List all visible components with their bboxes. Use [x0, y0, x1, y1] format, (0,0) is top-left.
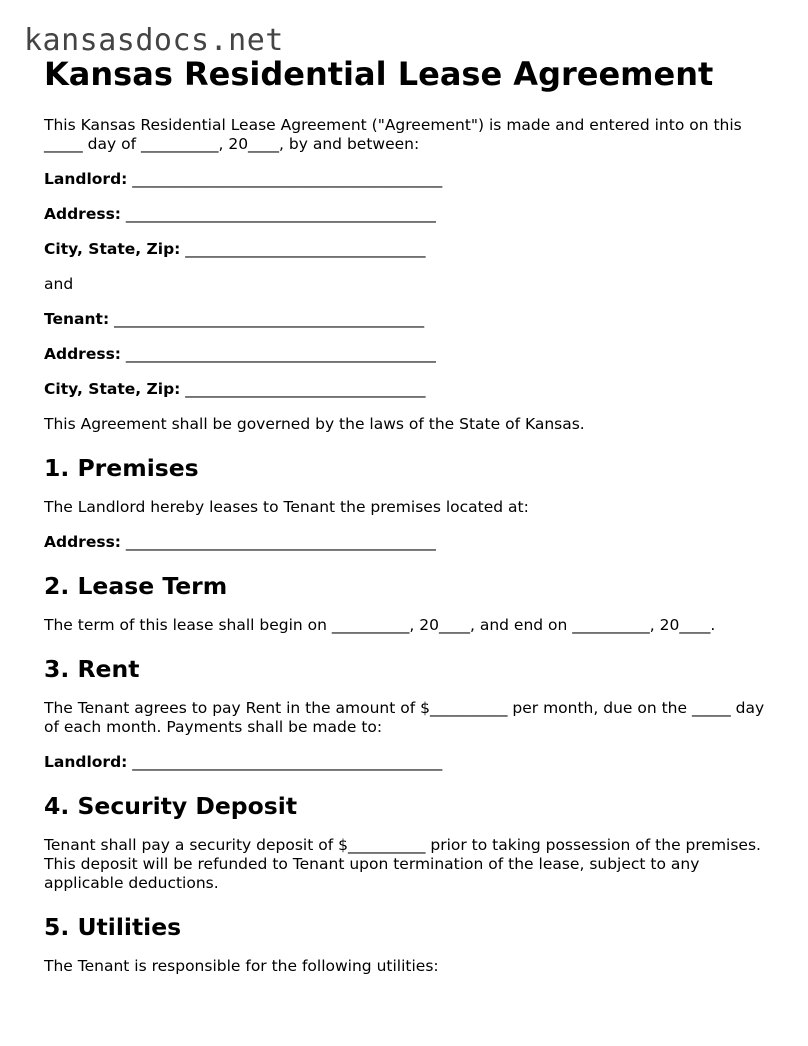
section-heading-rent: 3. Rent [44, 655, 140, 683]
tenant-name-field [44, 310, 774, 329]
section-heading-security-deposit: 4. Security Deposit [44, 792, 298, 820]
landlord-city-field [44, 240, 774, 259]
and-text: and [44, 275, 74, 293]
blank-line: ________________________________________ [109, 310, 425, 328]
blank-line: ________________________________________ [121, 533, 436, 551]
field-label: Landlord: [44, 170, 128, 188]
tenant-address-field [44, 345, 774, 364]
field-label: Tenant: [44, 310, 110, 328]
section-heading-utilities: 5. Utilities [44, 913, 182, 941]
lease-term-paragraph: The term of this lease shall begin on __________, 20____, and end on __________, 20____. [44, 616, 716, 634]
document-title: Kansas Residential Lease Agreement [44, 55, 714, 93]
blank-line: ________________________________________ [121, 345, 436, 363]
governing-law-paragraph: This Agreement shall be governed by the laws of the State of Kansas. [44, 415, 585, 433]
field-label: Landlord: [44, 753, 128, 771]
premises-paragraph: The Landlord hereby leases to Tenant the premises located at: [44, 498, 529, 516]
utilities-paragraph: The Tenant is responsible for the following utilities: [44, 957, 439, 975]
blank-line: ________________________________________ [127, 753, 443, 771]
section-heading-premises: 1. Premises [44, 454, 199, 482]
security-deposit-paragraph: Tenant shall pay a security deposit of $__________ prior to taking possession of the premises. This deposit will be refunded to Tenant upon termination of the lease, subject to any applicable deductions. [44, 836, 761, 892]
rent-paragraph: The Tenant agrees to pay Rent in the amount of $__________ per month, due on the _____ day of each month. Payments shall be made to: [44, 699, 765, 736]
intro-paragraph: This Kansas Residential Lease Agreement ("Agreement") is made and entered into on this _____ day of __________, 20____, by and between: [44, 116, 742, 153]
blank-line: ________________________________________ [121, 205, 436, 223]
field-label: Address: [44, 533, 121, 551]
rent-landlord-field [44, 753, 774, 772]
field-label: City, State, Zip: [44, 240, 181, 258]
field-label: City, State, Zip: [44, 380, 181, 398]
section-heading-lease-term: 2. Lease Term [44, 572, 228, 600]
landlord-address-field [44, 205, 774, 224]
blank-line: _______________________________ [180, 380, 426, 398]
field-label: Address: [44, 205, 121, 223]
field-label: Address: [44, 345, 121, 363]
premises-address-field [44, 533, 774, 552]
blank-line: _______________________________ [180, 240, 426, 258]
document-body [44, 116, 774, 992]
blank-line: ________________________________________ [127, 170, 443, 188]
landlord-name-field [44, 170, 774, 189]
site-watermark: kansasdocs.net [24, 23, 284, 58]
tenant-city-field [44, 380, 774, 399]
